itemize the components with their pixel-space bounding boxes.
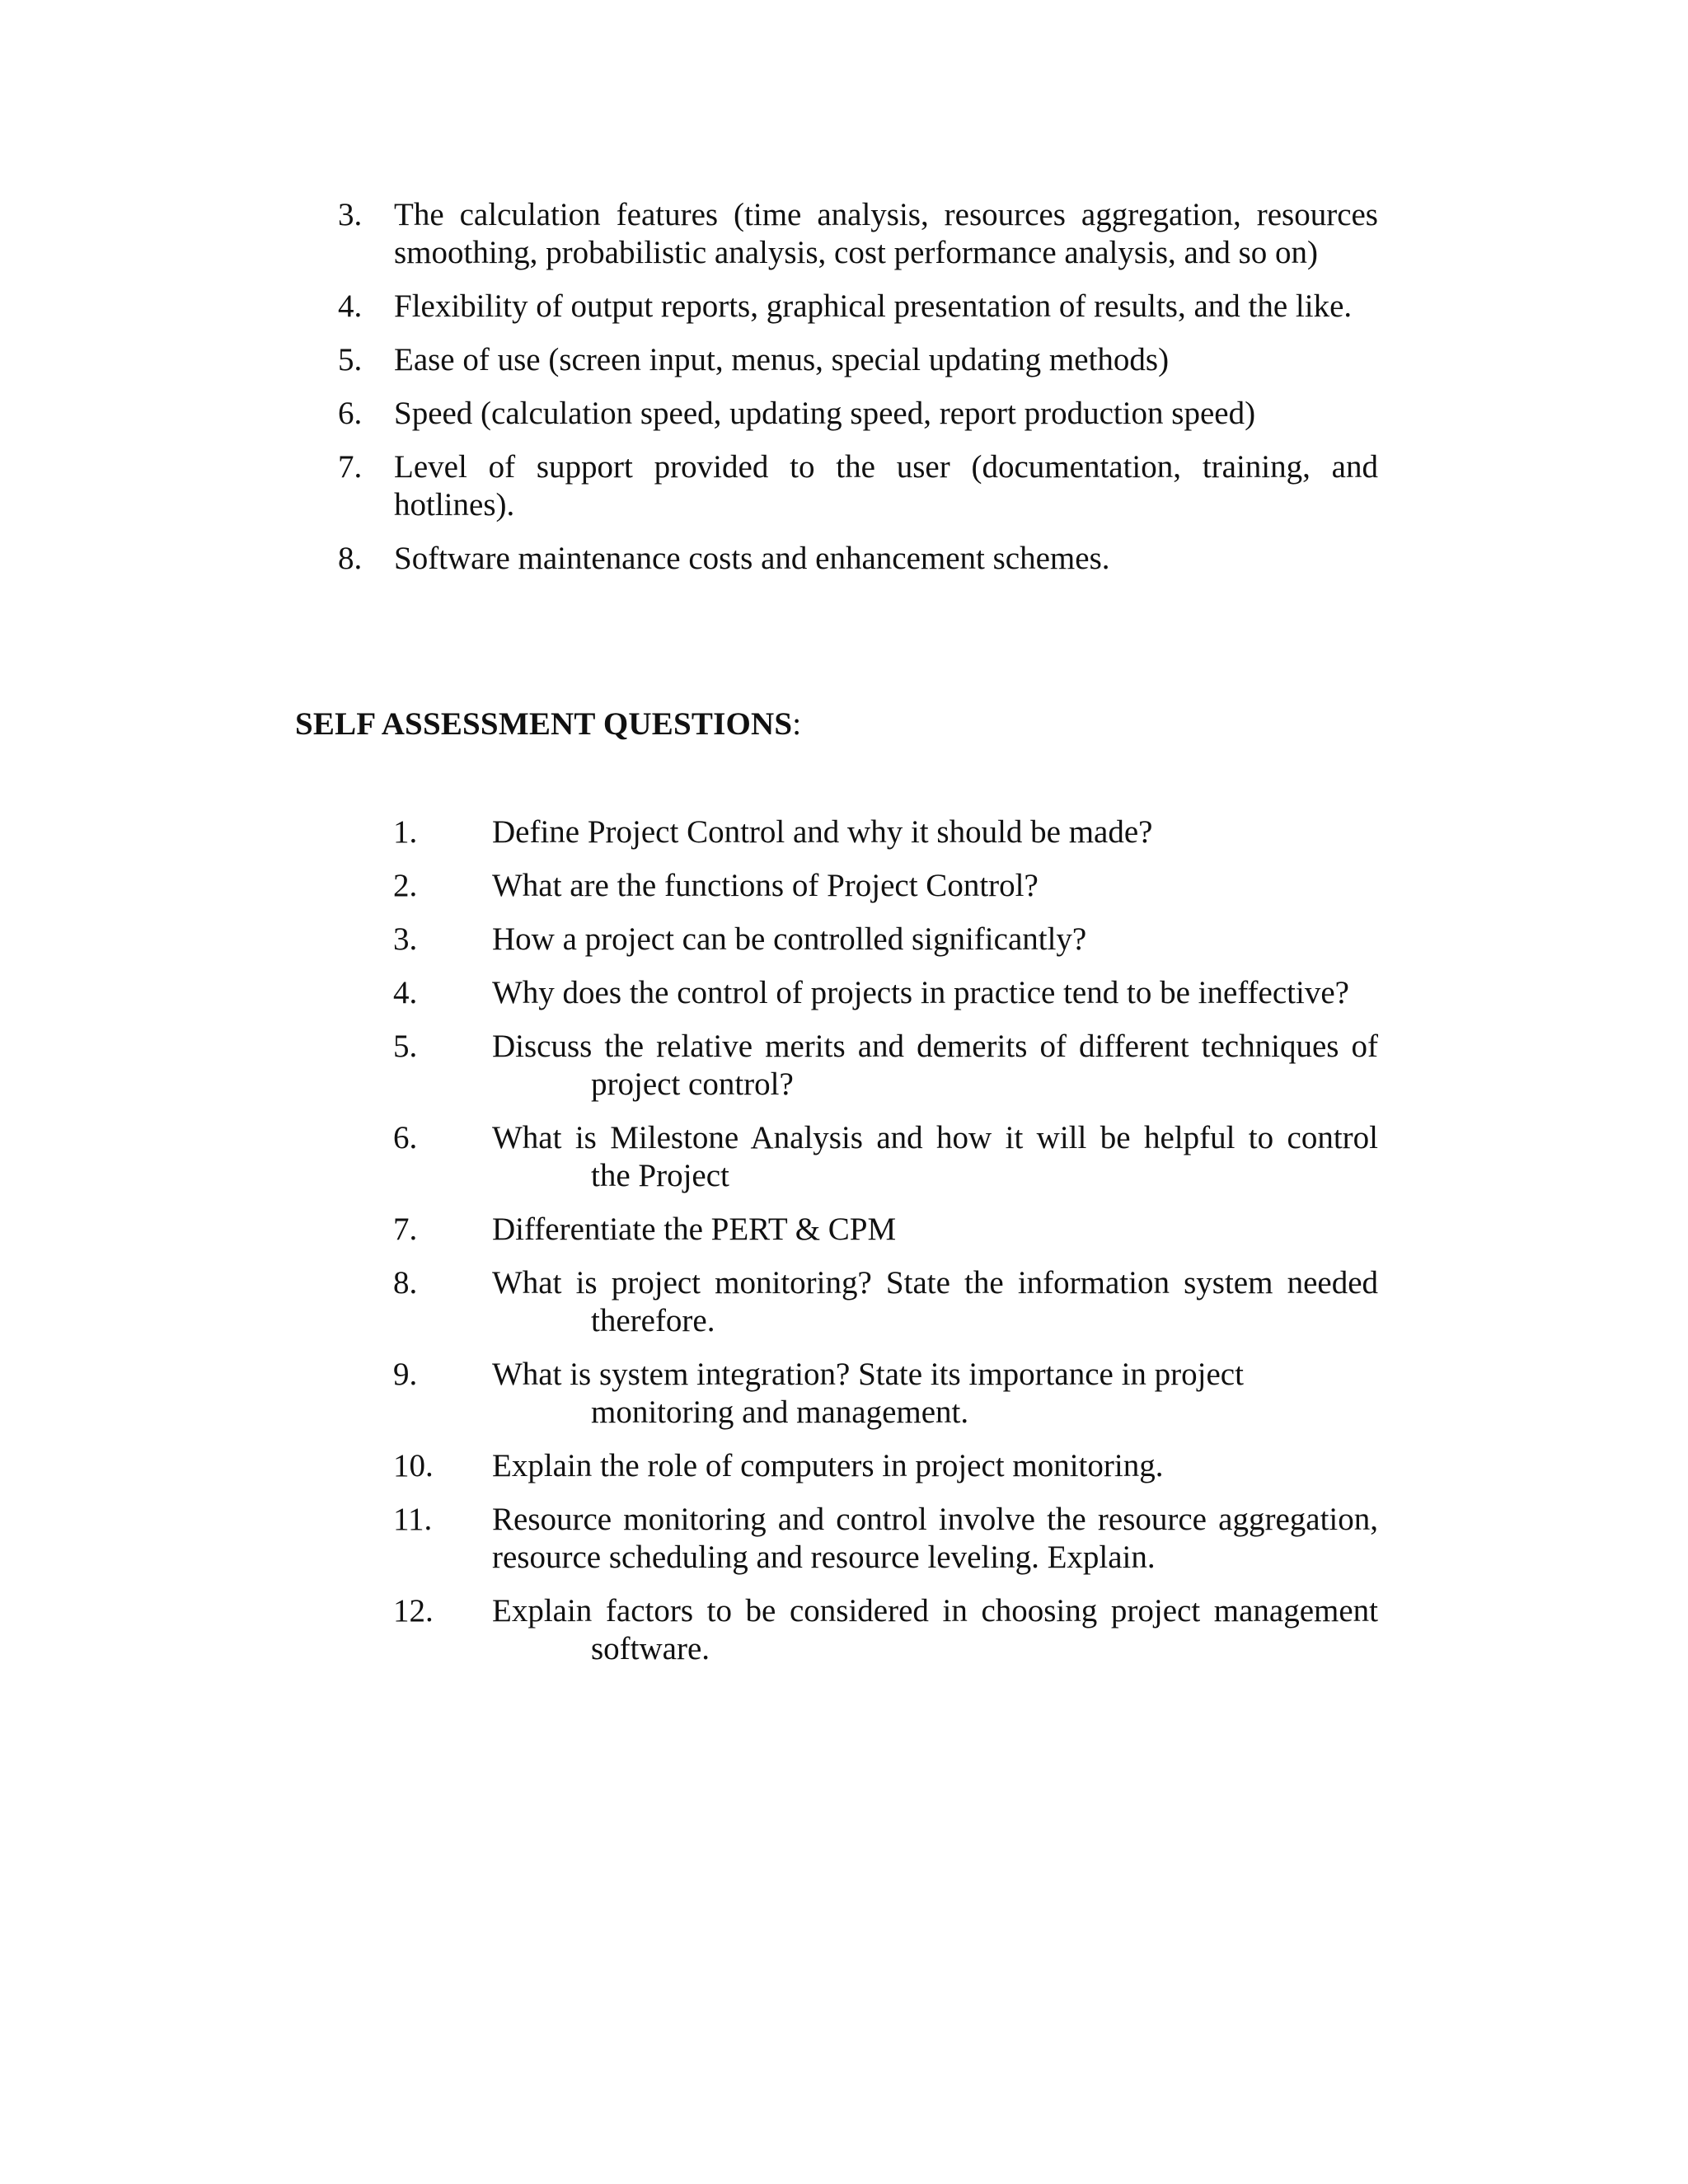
question-text-continuation: software. bbox=[591, 1631, 710, 1666]
question-number: 11. bbox=[393, 1502, 433, 1537]
question-number: 7. bbox=[393, 1212, 418, 1247]
question-item bbox=[393, 1356, 1378, 1432]
question-text-continuation: resource scheduling and resource leveling. Explain. bbox=[492, 1540, 1156, 1575]
list-item bbox=[338, 341, 1378, 379]
list-item-number: 6. bbox=[338, 396, 363, 431]
question-number: 12. bbox=[393, 1593, 434, 1629]
question-number: 3. bbox=[393, 921, 418, 957]
question-text: Explain the role of computers in project monitoring. bbox=[492, 1448, 1164, 1483]
question-text: Explain factors to be considered in choosing project management bbox=[492, 1593, 1378, 1629]
list-item-text: Software maintenance costs and enhancement schemes. bbox=[394, 541, 1110, 576]
question-text: What is Milestone Analysis and how it will be helpful to control bbox=[492, 1120, 1378, 1155]
list-item-number: 4. bbox=[338, 288, 363, 324]
question-number: 2. bbox=[393, 868, 418, 903]
question-text: Differentiate the PERT & CPM bbox=[492, 1212, 897, 1247]
question-item bbox=[393, 1501, 1378, 1577]
list-item bbox=[338, 448, 1378, 524]
question-item bbox=[393, 974, 1378, 1012]
question-text: Discuss the relative merits and demerits of different techniques of bbox=[492, 1029, 1378, 1064]
list-item-number: 7. bbox=[338, 449, 363, 485]
question-text: Define Project Control and why it should be made? bbox=[492, 814, 1153, 850]
list-item bbox=[338, 540, 1378, 578]
section-heading-title: SELF ASSESSMENT QUESTIONS bbox=[295, 706, 793, 742]
list-item-text: The calculation features (time analysis, resources aggregation, resources smoothing, probabilistic analysis, cost performance analysis, and so on) bbox=[394, 197, 1378, 270]
question-text: Why does the control of projects in practice tend to be ineffective? bbox=[492, 975, 1349, 1010]
list-item-text: Ease of use (screen input, menus, special updating methods) bbox=[394, 342, 1170, 377]
section-heading-colon: : bbox=[792, 706, 802, 742]
question-item bbox=[393, 813, 1378, 851]
list-item-text: Speed (calculation speed, updating speed, report production speed) bbox=[394, 396, 1256, 431]
question-item bbox=[393, 1119, 1378, 1195]
selection-criteria-list bbox=[338, 196, 1378, 593]
question-text-continuation: project control? bbox=[591, 1066, 794, 1102]
question-item bbox=[393, 1264, 1378, 1340]
question-text: Resource monitoring and control involve the resource aggregation, bbox=[492, 1502, 1378, 1537]
question-text-continuation: monitoring and management. bbox=[591, 1394, 969, 1430]
list-item-text: Flexibility of output reports, graphical presentation of results, and the like. bbox=[394, 288, 1353, 324]
section-heading bbox=[295, 705, 801, 743]
question-number: 9. bbox=[393, 1357, 418, 1392]
question-number: 8. bbox=[393, 1265, 418, 1301]
question-item bbox=[393, 1592, 1378, 1668]
self-assessment-questions-list bbox=[393, 813, 1378, 1684]
list-item-number: 8. bbox=[338, 541, 363, 576]
list-item bbox=[338, 288, 1378, 326]
question-number: 5. bbox=[393, 1029, 418, 1064]
list-item-number: 3. bbox=[338, 197, 363, 232]
question-text: How a project can be controlled significantly? bbox=[492, 921, 1087, 957]
question-number: 6. bbox=[393, 1120, 418, 1155]
question-item bbox=[393, 1211, 1378, 1249]
list-item bbox=[338, 196, 1378, 272]
question-number: 10. bbox=[393, 1448, 434, 1483]
question-item bbox=[393, 921, 1378, 958]
question-item bbox=[393, 1028, 1378, 1104]
question-number: 4. bbox=[393, 975, 418, 1010]
list-item-number: 5. bbox=[338, 342, 363, 377]
list-item-text: Level of support provided to the user (documentation, training, and hotlines). bbox=[394, 449, 1378, 523]
question-text: What are the functions of Project Control? bbox=[492, 868, 1039, 903]
question-text: What is system integration? State its importance in project bbox=[492, 1357, 1244, 1392]
question-text-continuation: therefore. bbox=[591, 1303, 715, 1338]
question-number: 1. bbox=[393, 814, 418, 850]
question-item bbox=[393, 867, 1378, 905]
question-item bbox=[393, 1447, 1378, 1485]
question-text-continuation: the Project bbox=[591, 1158, 729, 1193]
question-text: What is project monitoring? State the information system needed bbox=[492, 1265, 1378, 1301]
list-item bbox=[338, 395, 1378, 433]
